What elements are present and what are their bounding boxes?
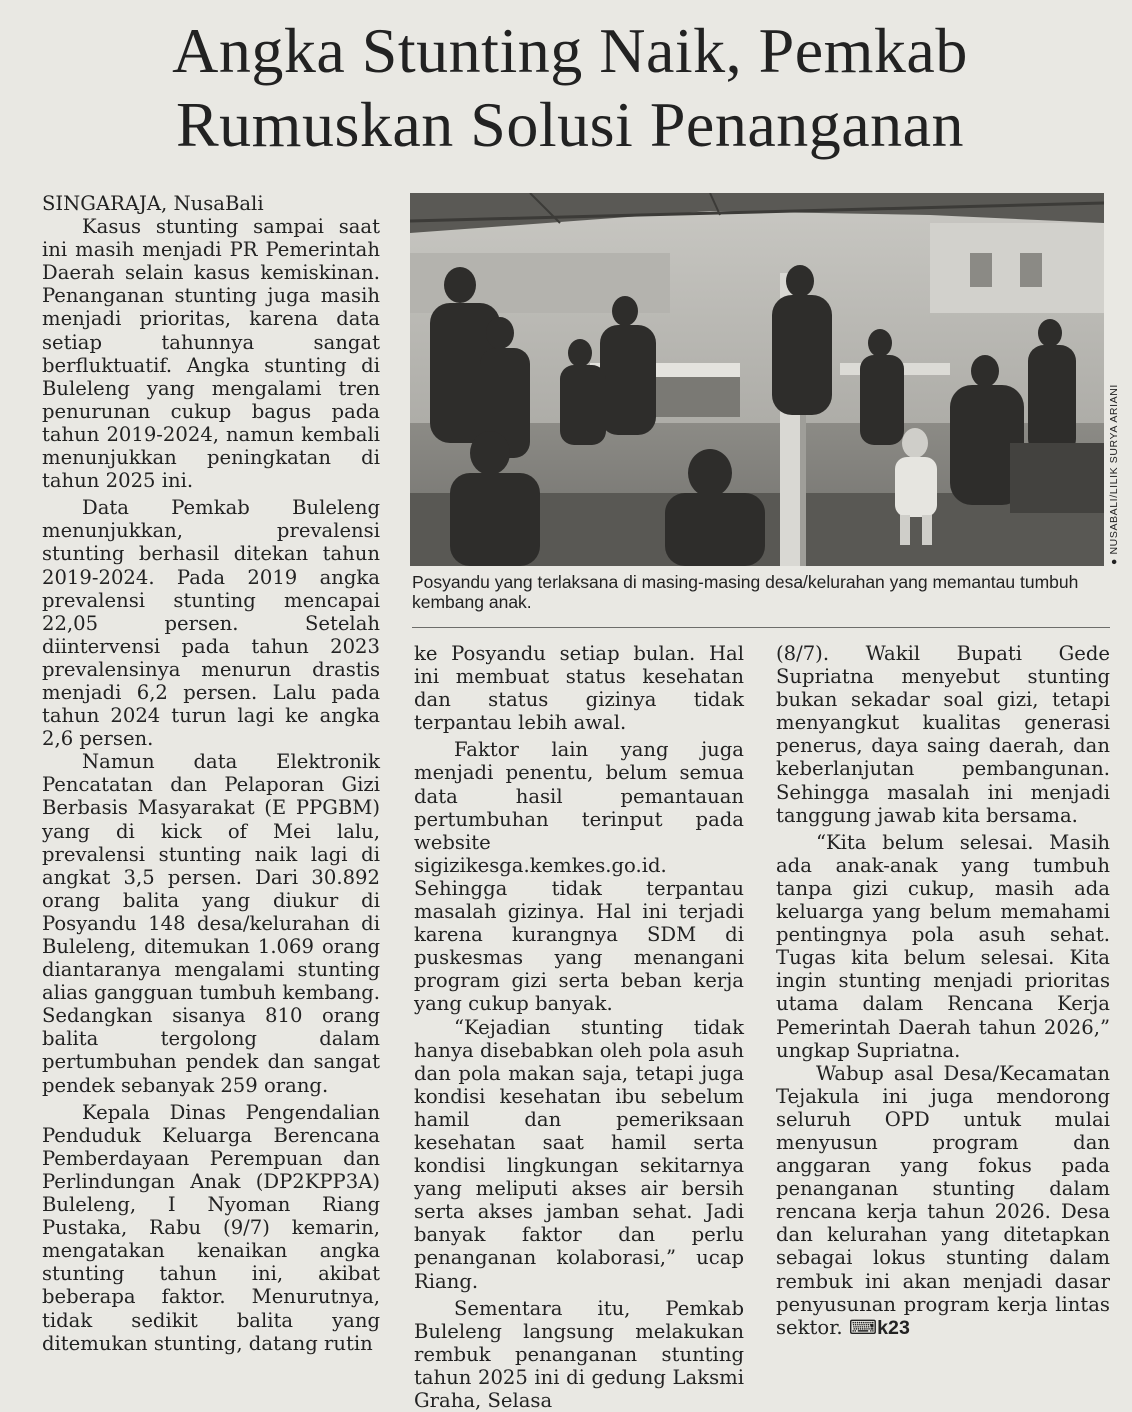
paragraph: Kepala Dinas Pengendalian Penduduk Keluarga Berencana Pemberdayaan Perempuan dan Perlindungan Anak (DP2KPP3A) Buleleng, I Nyoman Riang Pustaka, Rabu (9/7) kemarin, mengatakan kenaikan angka stunting tahun ini, akibat beberapa faktor. Menurutnya, tidak sedikit balita yang ditemukan stunting, datang rutin (42, 1100, 380, 1355)
paragraph-final (776, 1062, 1110, 1340)
divider (412, 627, 1110, 628)
keyboard-icon: ⌨ (848, 1315, 878, 1339)
paragraph: “Kejadian stunting tidak hanya disebabkan oleh pola asuh dan pola makan saja, tetapi juga kondisi kesehatan ibu sebelum hamil dan pemeriksaan kesehatan saat hamil serta kondisi lingkungan sekitarnya yang meliputi akses air bersih serta akses jamban sehat. Jadi banyak faktor dan perlu penanganan kolaborasi,” ucap Riang. (414, 1015, 744, 1293)
article-column-2 (414, 642, 744, 1412)
paragraph: Faktor lain yang juga menjadi penentu, belum semua data hasil pemantauan pertumbuhan terinput pada website sigizikesga.kemkes.go.id. Sehingga tidak terpantau masalah gizinya. Hal ini terjadi karena kurangnya SDM di puskesmas yang menangani program gizi serta beban kerja yang cukup banyak. (414, 738, 744, 1016)
photo-credit-label: NUSABALI/LILIK SURYA ARIANI (1108, 384, 1120, 555)
article-column-1 (42, 192, 380, 1355)
paragraph: Namun data Elektronik Pencatatan dan Pelaporan Gizi Berbasis Masyarakat (E PPGBM) yang di kick of Mei lalu, prevalensi stunting naik lagi di angkat 3,5 persen. Dari 30.892 orang balita yang diukur di Posyandu 148 desa/kelurahan di Buleleng, ditemukan 1.069 orang diantaranya mengalami stunting alias gangguan tumbuh kembang. Sedangkan sisanya 810 orang balita tergolong dalam pertumbuhan pendek dan sangat pendek sebanyak 259 orang. (42, 750, 381, 1097)
headline (30, 14, 1110, 162)
dateline: SINGARAJA, NusaBali (42, 192, 264, 215)
end-mark (843, 1316, 910, 1339)
photo-caption: Posyandu yang terlaksana di masing-masing desa/kelurahan yang memantau tumbuh kembang anak. (412, 572, 1079, 612)
paragraph: Data Pemkab Buleleng menunjukkan, prevalensi stunting berhasil ditekan tahun 2019-2024. Pada 2019 angka prevalensi stunting mencapai 22,05 persen. Setelah diintervensi pada tahun 2023 prevalensinya menurun drastis menjadi 6,2 persen. Lalu pada tahun 2024 turun lagi ke angka 2,6 persen. (42, 496, 380, 751)
posyandu-scene-image (410, 193, 1104, 566)
photo-credit-text: ● NUSABALI/LILIK SURYA ARIANI (1108, 384, 1120, 565)
paragraph: (8/7). Wakil Bupati Gede Supriatna menyebut stunting bukan sekadar soal gizi, tetapi menyangkut kualitas generasi penerus, daya saing daerah, dan keberlanjutan pembangunan. Sehingga masalah ini menjadi tanggung jawab kita bersama. (776, 642, 1110, 827)
article-column-3 (776, 642, 1110, 1340)
reporter-code: k23 (877, 1316, 910, 1339)
paragraph: Sementara itu, Pemkab Buleleng langsung melakukan rembuk penanganan stunting tahun 2025 ini di gedung Laksmi Graha, Selasa (414, 1296, 744, 1412)
paragraph-text: Wabup asal Desa/Kecamatan Tejakula ini juga mendorong seluruh OPD untuk mulai menyusun program dan anggaran yang fokus pada penanganan stunting dalam rencana kerja tahun 2026. Desa dan kelurahan yang ditetapkan sebagai lokus stunting dalam rembuk ini akan menjadi dasar penyusunan program kerja lintas sektor. (776, 1061, 1110, 1339)
paragraph: ke Posyandu setiap bulan. Hal ini membuat status kesehatan dan status gizinya tidak terpantau lebih awal. (414, 642, 744, 735)
paragraph: Kasus stunting sampai saat ini masih menjadi PR Pemerintah Daerah selain kasus kemiskinan. Penanganan stunting juga masih menjadi prioritas, karena data setiap tahunnya sangat berfluktuatif. Angka stunting di Buleleng yang mengalami tren penurunan cukup bagus pada tahun 2019-2024, namun kembali menunjukkan peningkatan di tahun 2025 ini. (42, 215, 380, 493)
photo-credit (1108, 345, 1122, 565)
headline-line-2: Rumuskan Solusi Penanganan (175, 89, 965, 160)
headline-line-1: Angka Stunting Naik, Pemkab (172, 15, 968, 86)
news-photo (410, 193, 1104, 566)
paragraph: “Kita belum selesai. Masih ada anak-anak yang tumbuh tanpa gizi cukup, masih ada keluarga yang belum memahami pentingnya pola asuh sehat. Tugas kita belum selesai. Kita ingin stunting menjadi prioritas utama dalam Rencana Kerja Pemerintah Daerah tahun 2026,” ungkap Supriatna. (776, 830, 1110, 1062)
